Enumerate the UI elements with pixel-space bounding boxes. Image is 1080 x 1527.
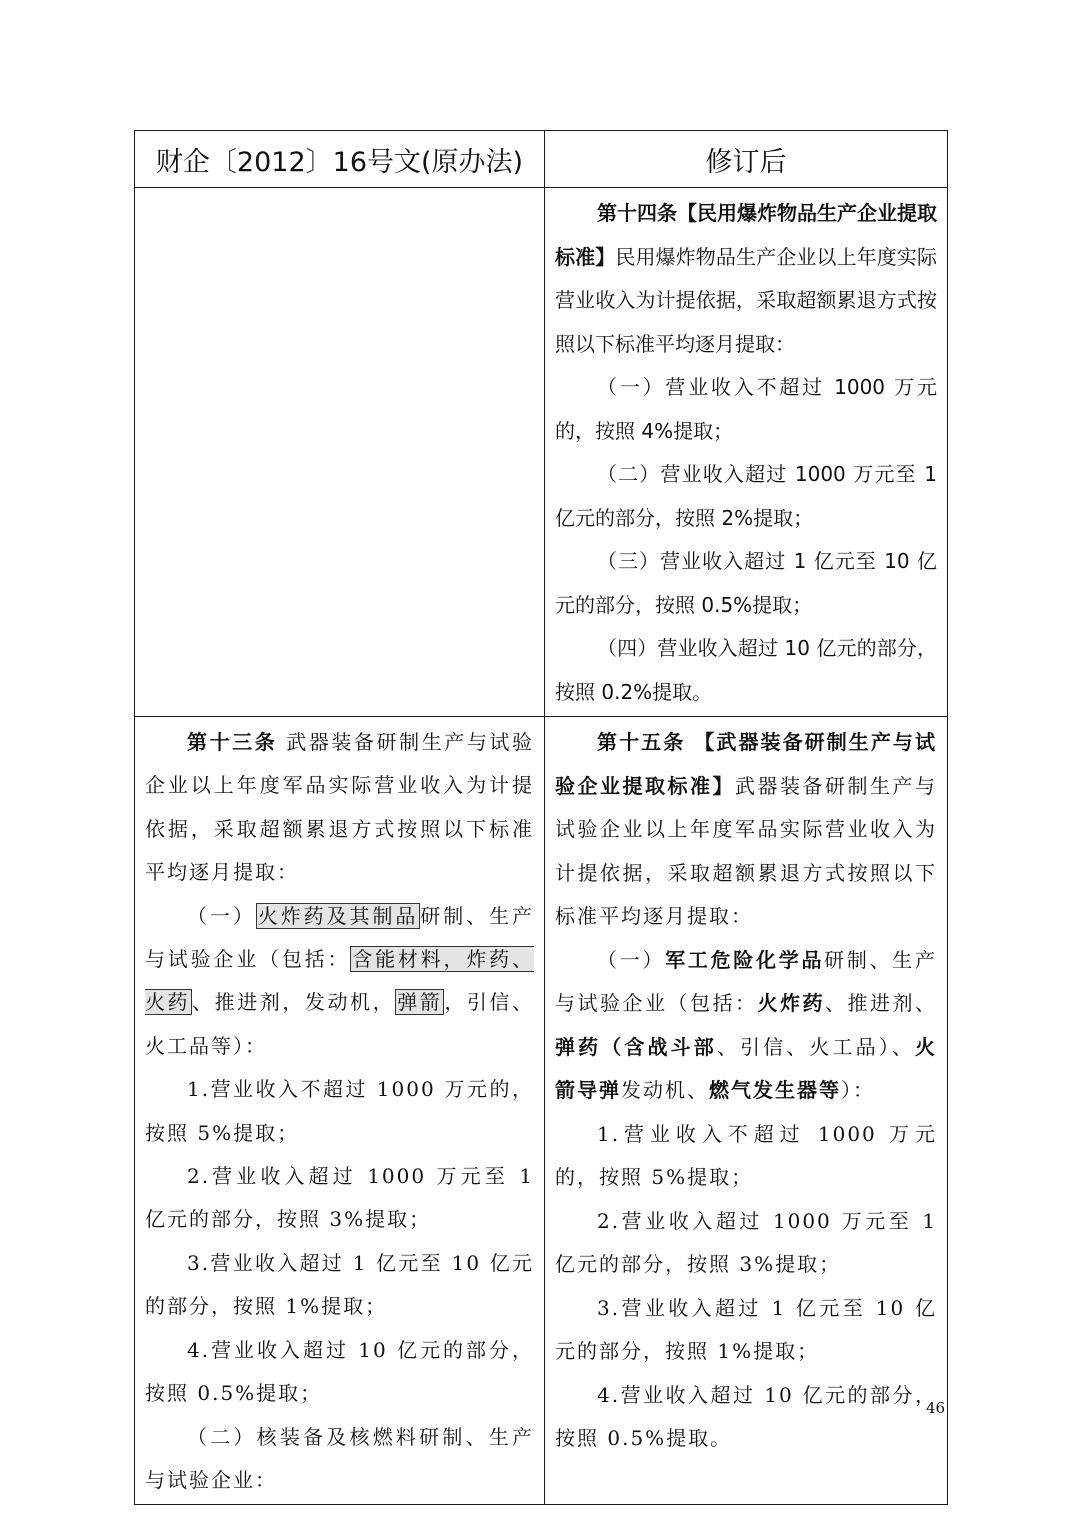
highlight-box: 含能材料，炸药、火药: [145, 947, 534, 1015]
article-15-item-1-prefix: （一）: [597, 947, 666, 972]
table-row: [135, 717, 948, 1505]
highlight-box: 弹箭: [397, 990, 443, 1015]
comparison-table: [134, 130, 948, 1505]
bold-term: 火炸药: [757, 991, 825, 1015]
bold-term: 火箭导弹: [555, 1034, 937, 1102]
article-15-item-1-text: 研制、生产与试验企业（包括：: [555, 947, 938, 1015]
cell-revised-article-15: [545, 717, 948, 1505]
article-15-sub-1: 1.营业收入不超过 1000 万元的，按照 5%提取；: [555, 1121, 937, 1189]
article-13-item-1-text: 研制、生产与试验企业（包括：: [145, 903, 535, 972]
article-15-sub-3: 3.营业收入超过 1 亿元至 10 亿元的部分，按照 1%提取；: [555, 1295, 937, 1363]
article-14-item-3: （三）营业收入超过 1 亿元至 10 亿元的部分，按照 0.5%提取；: [555, 549, 937, 617]
article-15-text: 武器装备研制生产与试验企业以上年度军品实际营业收入为计提依据，采取超额累退方式按照以下标准平均逐月提取：: [555, 773, 937, 928]
article-15-item-1-text: 发动机、: [621, 1078, 709, 1102]
bold-term: 燃气发生器等: [709, 1078, 841, 1102]
bold-term: 弹药（含战斗部: [555, 1034, 717, 1059]
article-15-item-1-text: ）：: [841, 1078, 875, 1102]
article-15-title: 第十五条 【武器装备研制生产与试验企业提取标准】: [555, 730, 937, 798]
page-number: 46: [926, 1399, 946, 1417]
bold-term: 军工危险化学品: [665, 947, 825, 972]
article-14-text: 民用爆炸物品生产企业以上年度实际营业收入为计提依据，采取超额累退方式按照以下标准平均逐月提取：: [555, 244, 938, 356]
article-13-item-1-prefix: （一）: [187, 903, 256, 928]
article-15-sub-4: 4.营业收入超过 10 亿元的部分，按照 0.5%提取。: [555, 1382, 937, 1450]
article-14-item-4: （四）营业收入超过 10 亿元的部分，按照 0.2%提取。: [555, 636, 937, 704]
article-15-item-1-text: 、推进剂、: [825, 991, 937, 1015]
article-13-sub-2: 2.营业收入超过 1000 万元至 1 亿元的部分，按照 3%提取；: [145, 1164, 534, 1232]
table-header-row: [135, 131, 948, 188]
article-13-text: 武器装备研制生产与试验企业以上年度军品实际营业收入为计提依据，采取超额累退方式按照以下标准平均逐月提取：: [145, 730, 535, 885]
article-13-sub-1: 1.营业收入不超过 1000 万元的，按照 5%提取；: [145, 1077, 534, 1145]
article-14-item-2: （二）营业收入超过 1000 万元至 1 亿元的部分，按照 2%提取；: [555, 462, 937, 530]
table-row: [135, 188, 948, 717]
article-13-title: 第十三条: [187, 730, 278, 754]
article-13-item-1-text: 、推进剂，发动机，: [192, 990, 396, 1015]
cell-original-empty: [135, 188, 545, 717]
article-13-sub-4: 4.营业收入超过 10 亿元的部分，按照 0.5%提取；: [145, 1337, 534, 1406]
article-15-sub-2: 2.营业收入超过 1000 万元至 1 亿元的部分，按照 3%提取；: [555, 1208, 937, 1276]
article-13-item-2: （二）核装备及核燃料研制、生产与试验企业：: [145, 1424, 534, 1492]
article-13-sub-3: 3.营业收入超过 1 亿元至 10 亿元的部分，按照 1%提取；: [145, 1250, 534, 1319]
cell-revised-article-14: [545, 188, 948, 717]
header-revised: 修订后: [545, 131, 948, 188]
article-14-item-1: （一）营业收入不超过 1000 万元的，按照 4%提取；: [555, 375, 937, 443]
header-original: 财企〔2012〕16号文(原办法): [135, 131, 545, 188]
cell-original-article-13: [135, 717, 545, 1505]
article-14-title: 第十四条【民用爆炸物品生产企业提取标准】: [555, 201, 937, 269]
article-13-item-1-text: ，引信、火工品等）：: [145, 990, 534, 1058]
article-15-item-1-text: 、引信、火工品）、: [716, 1034, 915, 1059]
highlight-box: 火炸药及其制品: [257, 903, 419, 928]
